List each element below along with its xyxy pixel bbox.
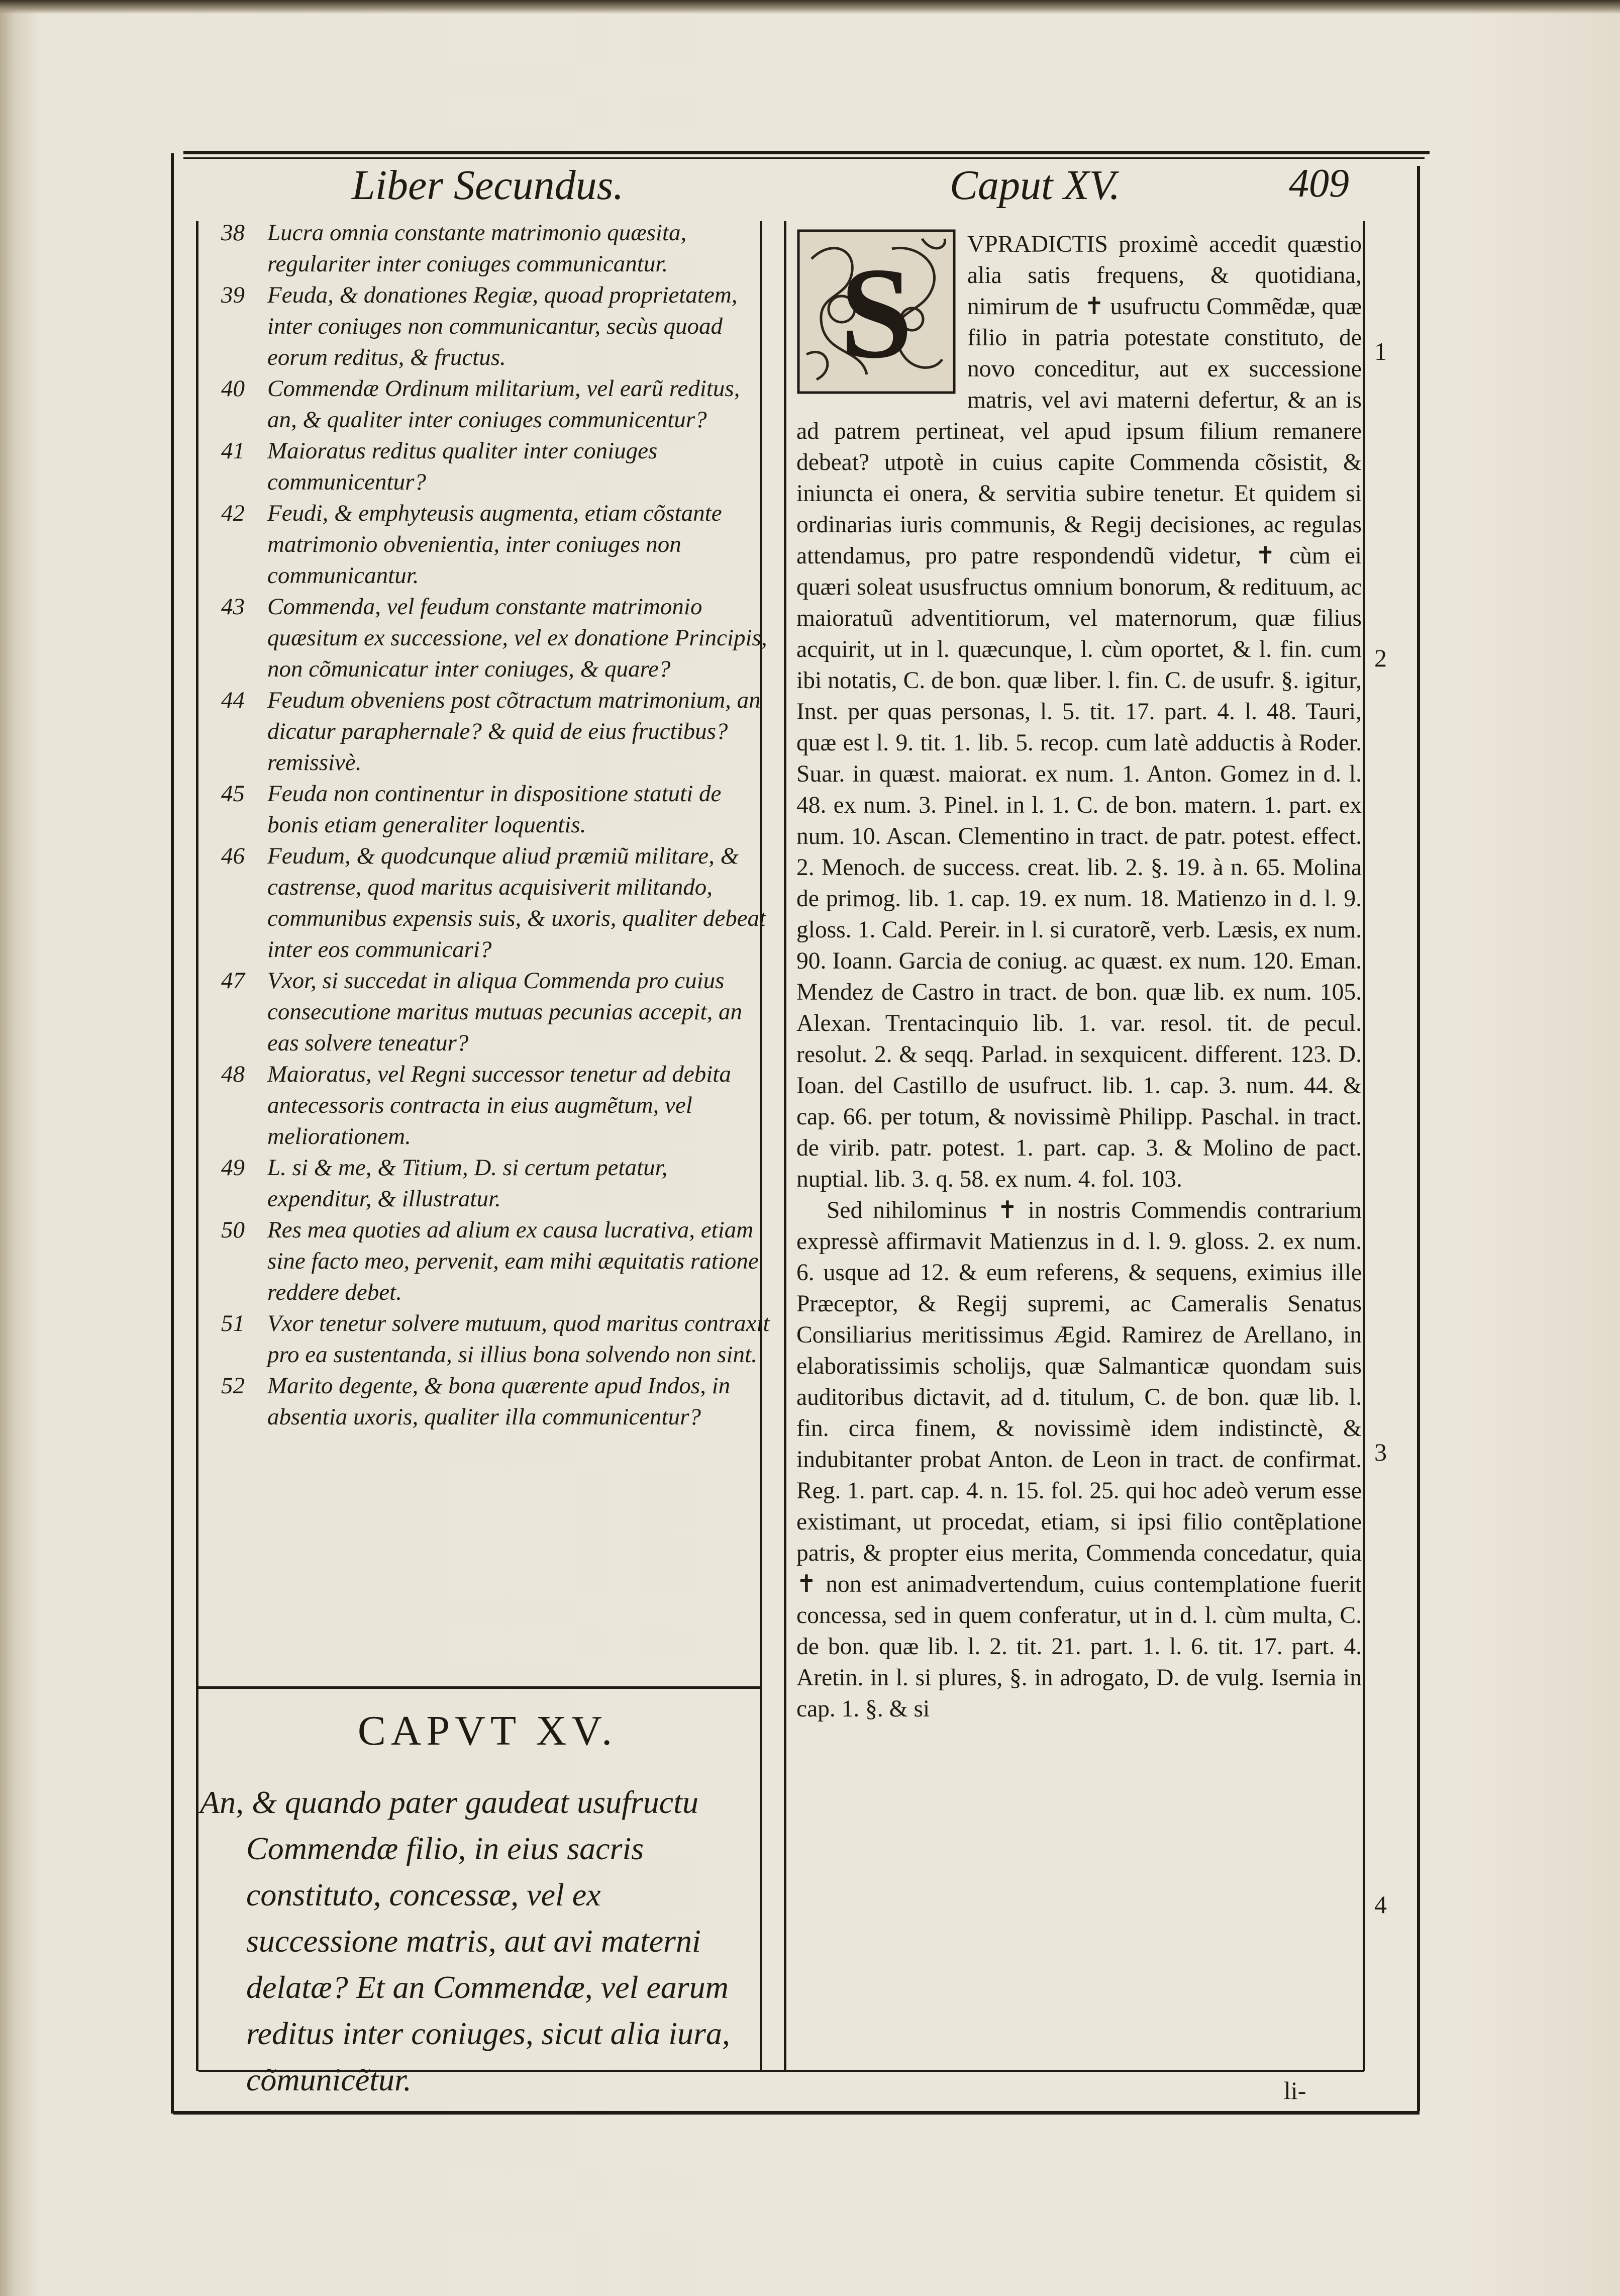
summary-item-text: Feuda non continentur in dispositione statuti de bonis etiam generaliter loquentis. [267, 781, 722, 838]
frame-left-rule [171, 153, 174, 2114]
summary-list [221, 217, 774, 1685]
summary-item [221, 1370, 774, 1432]
summary-item-number: 43 [221, 594, 245, 620]
summary-item-text: Feudum obveniens post cõtractum matrimonium, an dicatur paraphernale? & quid de eius fructibus? remissivè. [267, 687, 761, 776]
dropcap-letter: S [840, 241, 913, 386]
frame-bottom-rule [173, 2111, 1420, 2115]
chapter-summary [200, 1779, 748, 2103]
page-top-shadow [0, 0, 1620, 14]
summary-item-text: Maioratus reditus qualiter inter coniuges communicentur? [267, 438, 658, 495]
summary-item [221, 685, 774, 778]
summary-item-number: 40 [221, 375, 245, 402]
summary-item [221, 1152, 774, 1214]
summary-item [221, 373, 774, 435]
summary-item [221, 217, 774, 279]
page-number: 409 [1289, 161, 1349, 206]
summary-item-number: 38 [221, 220, 245, 246]
summary-item [221, 1308, 774, 1370]
summary-item [221, 1214, 774, 1308]
summary-item-number: 39 [221, 282, 245, 308]
decorated-initial-s [796, 229, 956, 395]
summary-item-text: Marito degente, & bona quærente apud Indos, in absentia uxoris, qualiter illa communicentur? [267, 1373, 731, 1430]
margin-number-3: 3 [1374, 1438, 1387, 1466]
summary-item-number: 52 [221, 1373, 245, 1399]
main-text [796, 229, 1362, 2058]
catchword: li- [1284, 2076, 1306, 2104]
summary-item [221, 1059, 774, 1152]
summary-item-number: 45 [221, 781, 245, 807]
summary-item-text: Vxor, si succedat in aliqua Commenda pro cuius consecutione maritus mutuas pecunias accepit, an eas solvere teneatur? [267, 968, 743, 1056]
summary-item-text: Commenda, vel feudum constante matrimonio quæsitum ex successione, vel ex donatione Principis, non cõmunicatur inter coniuges, & quare? [267, 594, 767, 682]
summary-item-text: Res mea quoties ad alium ex causa lucrativa, etiam sine facto meo, pervenit, eam mihi æquitatis ratione reddere debet. [267, 1217, 759, 1305]
summary-item-number: 50 [221, 1217, 245, 1243]
right-column-outer-rule [1363, 221, 1365, 2071]
summary-item [221, 498, 774, 591]
margin-number-4: 4 [1374, 1890, 1387, 1919]
paragraph-2: Sed nihilominus ✝ in nostris Commendis contrarium expressè affirmavit Matienzus in d. l. 9. gloss. 2. ex num. 6. usque ad 12. & eum referens, & sequens, eximius ille Præceptor, & Regij supremi, ac Cameralis Senatus Consiliarius meritissimus Ægid. Ramirez de Arellano, in elaboratissimis scholijs, quæ Salmanticæ quondam suis auditoribus dictavit, ad d. titulum, C. de bon. quæ lib. l. fin. circa finem, & novissimè idem indistinctè, & indubitanter probat Anton. de Leon in tract. de confirmat. Reg. 1. part. cap. 4. n. 15. fol. 25. qui hoc adeò verum esse existimant, ut procedat, etiam, si ipsi filio contẽplatione patris, & propter eius merita, Commenda concedatur, quia ✝ non est animadvertendum, cuius contemplatione fuerit concessa, sed in quem conferatur, ut in d. l. cùm multa, C. de bon. quæ lib. l. 2. tit. 21. part. 1. l. 6. tit. 17. part. 4. Aretin. in l. si plures, §. in adrogato, D. de vulg. Isernia in cap. 1. §. & si [796, 1197, 1362, 1722]
paragraph-1: VPRADICTIS proximè accedit quæstio alia satis frequens, & quotidiana, nimirum de ✝ usufructu Commẽdæ, quæ filio in patria potestate constituto, de novo conceditur, aut ex successione matris, vel avi materni defertur, & an is ad patrem pertineat, vel apud ipsum filium remanere debeat? utpotè in cuius capite Commenda cõsistit, & iniuncta ei onera, & servitia subire tenetur. Et quidem si ordinarias iuris communis, & Regij decisiones, ac regulas attendamus, pro patre respondendũ videtur, ✝ cùm ei quæri soleat ususfructus omnium bonorum, & redituum, ac maioratuũ adventitiorum, vel maternorum, quæ filius acquirit, ut in l. quæcunque, l. cùm oportet, & l. fin. cum ibi notatis, C. de bon. quæ liber. l. fin. C. de usufr. §. igitur, Inst. per quas personas, l. 5. tit. 17. part. 4. l. 48. Tauri, quæ est l. 9. tit. 1. lib. 5. recop. cum latè adductis à Roder. Suar. in quæst. maiorat. ex num. 1. Anton. Gomez in d. l. 48. ex num. 3. Pinel. in l. 1. C. de bon. matern. 1. part. ex num. 10. Ascan. Clementino in tract. de patr. potest. effect. 2. Menoch. de success. creat. lib. 2. §. 19. à n. 65. Molina de primog. lib. 1. cap. 19. ex num. 18. Matienzo in d. l. 9. gloss. 1. Cald. Pereir. in l. si curatorẽ, verb. Læsis, ex num. 90. Ioann. Garcia de coniug. ac quæst. ex num. 120. Eman. Mendez de Castro in tract. de bon. quæ lib. ex num. 105. Alexan. Trentacinquio lib. 1. var. resol. tit. de pecul. resolut. 2. & seqq. Parlad. in sexquicent. different. 123. D. Ioan. del Castillo de usufruct. lib. 1. cap. 3. num. 44. & cap. 66. per totum, & novissimè Philipp. Paschal. in tract. de virib. patr. potest. 1. part. cap. 3. & Molino de pact. nuptial. lib. 3. q. 58. ex num. 4. fol. 103. [796, 231, 1362, 1192]
summary-item [221, 279, 774, 373]
summary-item-text: Commendæ Ordinum militarium, vel earũ reditus, an, & qualiter inter coniuges communicentur? [267, 375, 740, 433]
summary-item-number: 44 [221, 687, 245, 713]
summary-item-text: L. si & me, & Titium, D. si certum petatur, expenditur, & illustratur. [267, 1155, 668, 1212]
summary-item-number: 51 [221, 1310, 245, 1336]
summary-item-number: 48 [221, 1061, 245, 1087]
summary-item [221, 435, 774, 498]
chapter-summary-text: An, & quando pater gaudeat usufructu Commendæ filio, in eius sacris constituto, concessæ, vel ex successione matris, aut avi materni delatæ? Et an Commendæ, vel earum reditus inter coniuges, sicut alia iura, cõmunicẽtur. [200, 1784, 730, 2097]
summary-item-number: 49 [221, 1155, 245, 1181]
left-column-outer-rule [196, 221, 198, 2071]
summary-item-number: 41 [221, 438, 245, 464]
column-divider-right [784, 221, 786, 2071]
summary-item-number: 46 [221, 843, 245, 869]
margin-number-1: 1 [1374, 337, 1387, 365]
summary-item [221, 591, 774, 685]
margin-number-2: 2 [1374, 644, 1387, 672]
header-rule [183, 151, 1430, 154]
chapter-title-rule [198, 1686, 760, 1689]
summary-item-number: 42 [221, 500, 245, 526]
running-head-book: Liber Secundus. [352, 162, 624, 209]
chapter-title: CAPVT XV. [357, 1707, 618, 1754]
summary-item [221, 965, 774, 1059]
summary-item-text: Maioratus, vel Regni successor tenetur ad debita antecessoris contracta in eius augmẽtum, vel meliorationem. [267, 1061, 731, 1150]
frame-right-rule [1417, 166, 1420, 2111]
running-head-chapter: Caput XV. [950, 162, 1121, 209]
summary-item-number: 47 [221, 968, 245, 994]
summary-item-text: Feudi, & emphyteusis augmenta, etiam cõstante matrimonio obvenientia, inter coniuges non communicantur. [267, 500, 722, 589]
summary-item-text: Feuda, & donationes Regiæ, quoad proprietatem, inter coniuges non communicantur, secùs quoad eorum reditus, & fructus. [267, 282, 738, 370]
summary-item [221, 778, 774, 840]
header-rule-lower [183, 157, 1425, 159]
summary-item-text: Lucra omnia constante matrimonio quæsita, regulariter inter coniuges communicantur. [267, 220, 687, 277]
summary-item-text: Feudum, & quodcunque aliud præmiũ militare, & castrense, quod maritus acquisiverit militando, communibus expensis suis, & uxoris, qualiter debeat inter eos communicari? [267, 843, 766, 963]
summary-item [221, 840, 774, 965]
summary-item-text: Vxor tenetur solvere mutuum, quod maritus contraxit pro ea sustentanda, si illius bona solvendo non sint. [267, 1310, 770, 1368]
